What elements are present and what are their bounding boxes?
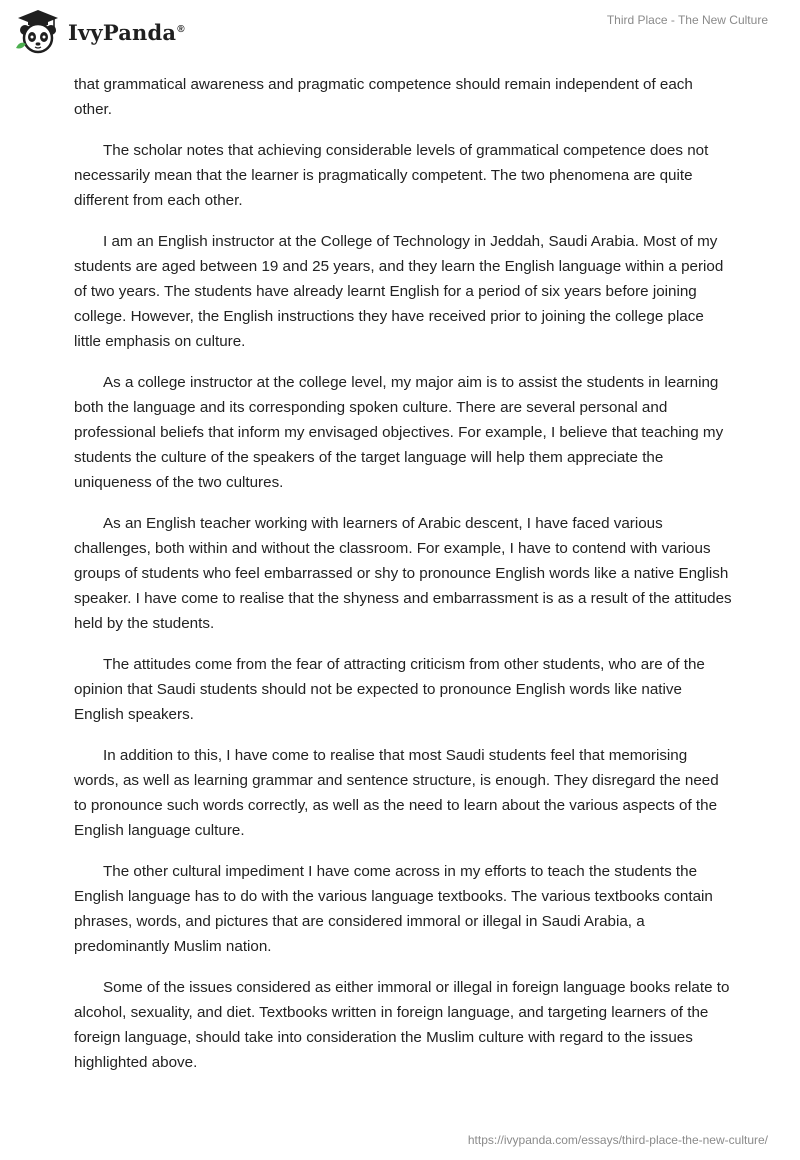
paragraph: As an English teacher working with learners of Arabic descent, I have faced various challenges, both within and without the classroom. For example, I have to contend with various groups of students who feel embarrassed or shy to pronounce English words like a native English speaker. I have come to realise that the shyness and embarrassment is as a result of the attitudes held by the students.: [74, 515, 732, 632]
paragraph: In addition to this, I have come to realise that most Saudi students feel that memorising words, as well as learning grammar and sentence structure, is enough. They disregard the need to pronounce such words correctly, as well as the need to learn about the various aspects of the English language culture.: [74, 747, 719, 839]
page-header: [0, 0, 800, 64]
paragraph: I am an English instructor at the College of Technology in Jeddah, Saudi Arabia. Most of my students are aged between 19 and 25 years, and they learn the English language within a period of two years. The students have already learnt English for a period of six years before joining college. However, the English instructions they have received prior to joining the college place little emphasis on culture.: [74, 233, 724, 350]
source-url[interactable]: https://ivypanda.com/essays/third-place-the-new-culture/: [467, 1133, 768, 1147]
brand-name: IvyPanda®: [68, 19, 185, 45]
paragraph: that grammatical awareness and pragmatic competence should remain independent of each other.: [74, 76, 693, 118]
document-title: Third Place - The New Culture: [606, 13, 768, 27]
panda-graduate-icon: [14, 8, 62, 56]
brand-logo[interactable]: [14, 8, 185, 56]
paragraph: The attitudes come from the fear of attracting criticism from other students, who are of the opinion that Saudi students should not be expected to pronounce English words like native English speakers.: [74, 656, 705, 723]
paragraph: The other cultural impediment I have come across in my efforts to teach the students the English language has to do with the various language textbooks. The various textbooks contain phrases, words, and pictures that are considered immoral or illegal in Saudi Arabia, a predominantly Muslim nation.: [74, 863, 713, 955]
paragraph: Some of the issues considered as either immoral or illegal in foreign language books relate to alcohol, sexuality, and diet. Textbooks written in foreign language, and targeting learners of the foreign language, should take into consideration the Muslim culture with regard to the issues highlighted above.: [74, 979, 730, 1071]
paragraph: The scholar notes that achieving considerable levels of grammatical competence does not necessarily mean that the learner is pragmatically competent. The two phenomena are quite different from each other.: [74, 142, 709, 209]
essay-body: [74, 72, 734, 1091]
paragraph: As a college instructor at the college level, my major aim is to assist the students in learning both the language and its corresponding spoken culture. There are several personal and professional beliefs that inform my envisaged objectives. For example, I believe that teaching my students the culture of the speakers of the target language will help them appreciate the uniqueness of the two cultures.: [74, 374, 724, 491]
